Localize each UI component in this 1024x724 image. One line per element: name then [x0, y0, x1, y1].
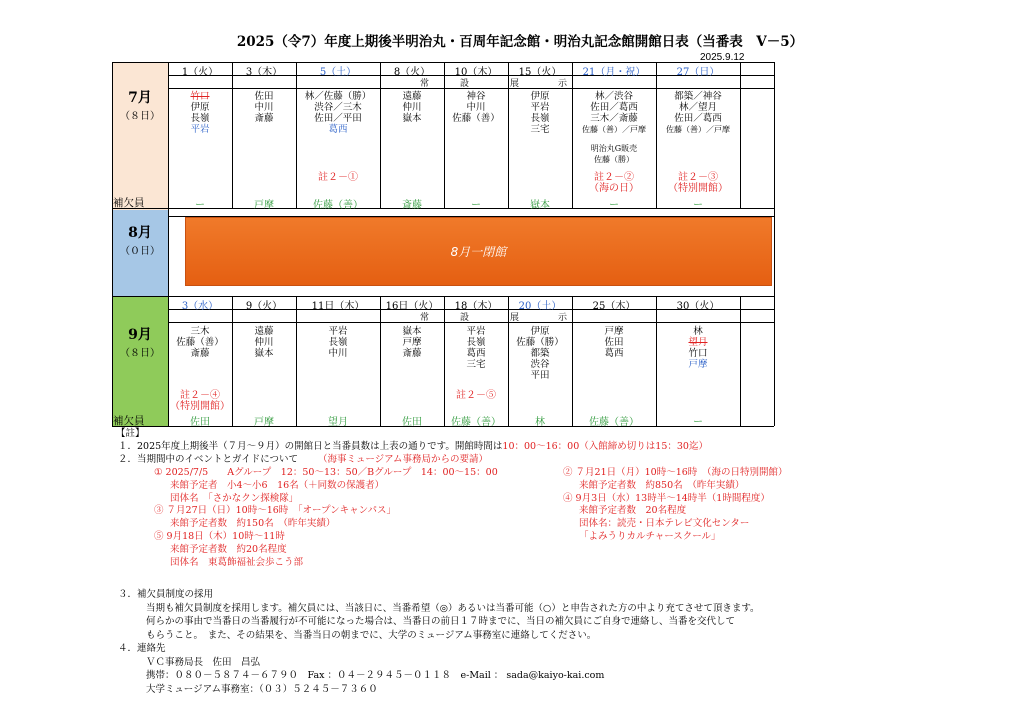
note-4	[118, 642, 604, 696]
note-text: もらうこと。 また、その結果を、当番当日の朝までに、大学のミュージアム事務室に連絡してください。	[146, 629, 597, 641]
exhibit-label: 設	[460, 313, 470, 323]
substitute-name: 佐藤（善）	[451, 417, 501, 428]
duty-cell	[232, 91, 296, 124]
member-name: 佐田／葛西	[674, 113, 722, 124]
member-name: 平岩	[190, 124, 210, 135]
member-name: 長嶺	[190, 113, 210, 124]
duty-cell	[508, 326, 572, 381]
exhibit-label: 示	[558, 79, 568, 89]
month-name: 8月	[128, 225, 152, 241]
month-label-august	[112, 222, 168, 257]
member-name: 嶽本	[402, 326, 422, 337]
member-name: 中川	[328, 348, 348, 359]
note-text: ３．補欠員制度の採用	[118, 589, 214, 600]
duty-cell	[572, 326, 656, 359]
member-name: 佐田／葛西	[590, 102, 638, 113]
grid-line	[168, 322, 774, 323]
substitute-name: 佐藤（善）	[313, 200, 363, 211]
member-name: 長嶺	[466, 337, 486, 348]
member-name: 長嶺	[530, 113, 550, 124]
substitute-name: ー	[471, 200, 481, 211]
substitute-label: 補欠員	[113, 197, 145, 209]
member-name: 竹口	[688, 348, 708, 359]
substitute-name: 林	[535, 417, 545, 428]
date-header: 18（木）	[454, 301, 498, 312]
duty-cell	[656, 91, 740, 135]
member-name: 平岩	[530, 102, 550, 113]
substitute-name: ー	[195, 200, 205, 211]
date-header: 3（水）	[181, 301, 219, 312]
member-name: 佐藤（善）	[452, 113, 500, 124]
duty-cell	[444, 326, 508, 370]
event-line: ① 2025/7/5 Aグループ 12：50～13：50／Bグループ 14：00～15：00	[154, 467, 498, 478]
member-name: 林／望月	[678, 102, 717, 113]
date-header: 15（火）	[518, 67, 562, 78]
date-header: 21（月・祝）	[582, 67, 646, 78]
events-left	[154, 467, 498, 569]
exhibit-label: 展	[510, 79, 520, 89]
grid-line	[296, 62, 297, 208]
exhibit-label: 常	[420, 313, 430, 323]
page-title: 2025（令7）年度上期後半明治丸・百周年記念館・明治丸記念館開館日表（当番表 V－5）	[236, 34, 804, 50]
member-name: 佐藤（勝）	[516, 337, 564, 348]
event-note	[656, 172, 740, 194]
event-note: 註２－⑤	[456, 390, 496, 401]
grid-line	[168, 88, 774, 89]
member-name: 林／渋谷	[594, 91, 633, 102]
member-name: 都築／神谷	[674, 91, 722, 102]
note-text: ２．当期間中のイベントとガイドについて	[118, 454, 299, 465]
month-label-july	[112, 75, 168, 122]
substitute-name: 戸摩	[254, 417, 274, 428]
grid-line	[380, 62, 381, 208]
substitute-name: 佐藤（善）	[589, 417, 639, 428]
member-name: 遠藤	[254, 326, 274, 337]
exhibit-label: 展	[510, 313, 520, 323]
member-name: 林／佐藤（勝）	[304, 91, 372, 102]
date-header: 30（火）	[676, 301, 720, 312]
member-name: 葛西	[466, 348, 486, 359]
member-name: 葛西	[328, 124, 348, 135]
grid-line	[232, 296, 233, 426]
member-name: 伊原	[190, 102, 210, 113]
member-name: 平岩	[466, 326, 486, 337]
grid-line	[296, 296, 297, 426]
note-1	[118, 441, 708, 454]
duty-cell	[380, 91, 444, 124]
contact-details: 携帯：０８０－５８７４－６７９０ Fax ：０４－２９４５－０１１８ e-Mail ： sada@kaiyo-kai.com	[146, 670, 605, 681]
date-header: 5（土）	[319, 67, 357, 78]
substitute-name: ー	[693, 417, 703, 428]
date-header: 10（木）	[454, 67, 498, 78]
date-header: 9（火）	[245, 301, 283, 312]
event-note-label: （特別開館）	[668, 183, 728, 194]
substitute-name: 佐田	[190, 417, 210, 428]
month-day-count: （８日）	[120, 348, 160, 359]
event-line: 来館予定者数 約20名程度	[170, 543, 287, 555]
events-right	[563, 467, 788, 544]
contact-office: 大学ミュージアム事務室：（０３）５２４５－７３６０	[146, 683, 378, 695]
note-highlight: 10：00～16：00（入館締め切りは15：30迄）	[502, 441, 708, 452]
note-highlight: （海事ミュージアム事務局からの要請）	[318, 454, 488, 465]
member-name: 神谷	[466, 91, 486, 102]
grid-line	[740, 296, 741, 426]
duty-cell	[380, 326, 444, 359]
member-name: 嶽本	[254, 348, 274, 359]
substitute-name: ー	[609, 200, 619, 211]
note-text: ４．連絡先	[118, 643, 166, 654]
substitute-label: 補欠員	[113, 415, 145, 427]
member-name: 中川	[254, 102, 274, 113]
exhibit-label: 常	[420, 79, 430, 89]
duty-cell	[232, 326, 296, 359]
member-name: 三木	[190, 326, 210, 337]
revision-date: 2025.9.12	[700, 52, 745, 63]
member-name: 三宅	[530, 124, 550, 135]
duty-cell	[444, 91, 508, 124]
event-line: 来館予定者数 約850名 （昨年実績）	[579, 479, 745, 491]
event-note-label: 註２－③	[678, 172, 718, 183]
member-name: 嶽本	[402, 113, 422, 124]
substitute-name: 戸摩	[254, 200, 274, 211]
member-name: 佐田	[604, 337, 624, 348]
member-name: 三木／斎藤	[590, 113, 638, 124]
member-name: 伊原	[530, 91, 550, 102]
member-name: 渋谷	[530, 359, 550, 370]
month-name: 9月	[128, 327, 152, 343]
duty-cell	[508, 91, 572, 135]
date-header: 11日（木）	[311, 301, 365, 312]
grid-line	[740, 62, 741, 208]
duty-cell	[296, 326, 380, 359]
member-name: 戸摩	[402, 337, 422, 348]
event-note	[572, 172, 656, 194]
grid-line	[380, 296, 381, 426]
member-name: 明治丸G販売	[590, 144, 638, 153]
event-note: 註２－①	[318, 172, 358, 183]
note-text: １．2025年度上期後半（７月～９月）の開館日と当番員数は上表の通りです。開館時間は	[118, 441, 503, 452]
exhibit-label: 示	[558, 313, 568, 323]
member-name: 竹口	[190, 91, 210, 102]
member-name: 仲川	[402, 102, 422, 113]
duty-cell	[168, 91, 232, 135]
note-3	[118, 588, 760, 642]
member-name: 望月	[688, 337, 708, 348]
duty-cell	[296, 91, 380, 135]
member-name: 佐田／平田	[314, 113, 362, 124]
date-header: 20（土）	[518, 301, 562, 312]
grid-line	[232, 62, 233, 208]
member-name: 戸摩	[688, 359, 708, 370]
event-note-label: 註２－④	[180, 390, 220, 401]
member-name: 佐藤（善）	[176, 337, 224, 348]
month-name: 7月	[128, 90, 152, 106]
date-header: 25（木）	[592, 301, 636, 312]
member-name: 斎藤	[190, 348, 210, 359]
grid-line	[508, 62, 509, 208]
substitute-name: 佐田	[402, 417, 422, 428]
duty-cell	[168, 326, 232, 359]
substitute-name: 斎藤	[402, 200, 422, 211]
member-name: 中川	[466, 102, 486, 113]
event-line: ⑤ 9月18日（木）10時～11時	[154, 530, 285, 542]
note-text: 当期も補欠員制度を採用します。補欠員には、当該日に、当番希望（◎）あるいは当番可能（○）と申告された方の中より充てさせて頂きます。	[146, 602, 760, 614]
substitute-name: ー	[693, 200, 703, 211]
member-name: 戸摩	[604, 326, 624, 337]
member-name: 三宅	[466, 359, 486, 370]
event-line: 来館予定者数 20名程度	[579, 505, 687, 517]
substitute-name: 嶽本	[530, 200, 550, 211]
member-name: 林	[693, 326, 703, 337]
member-name: 遠藤	[402, 91, 422, 102]
member-name: 斎藤	[254, 113, 274, 124]
event-line: 来館予定者 小4～小6 16名（＋同数の保護者）	[170, 479, 385, 491]
member-name: 渋谷／三木	[314, 102, 362, 113]
note-2	[118, 454, 488, 467]
member-name: 葛西	[604, 348, 624, 359]
contact-name: ＶＣ事務局長 佐田 昌弘	[146, 656, 261, 668]
member-name: 佐藤（善）／戸摩	[666, 125, 730, 134]
event-note-label: 註２－②	[594, 172, 634, 183]
member-name: 斎藤	[402, 348, 422, 359]
member-name: 佐藤（善）／戸摩	[582, 125, 646, 134]
date-header: 16日（火）	[385, 301, 439, 312]
member-name: 平岩	[328, 326, 348, 337]
month-day-count: （８日）	[120, 111, 160, 122]
event-line: ③ ７月27日（日）10時～16時 「オープンキャンパス」	[154, 505, 397, 517]
event-line: ④ 9月3日（水）13時半～14時半（1時間程度）	[563, 492, 770, 504]
grid-line	[444, 62, 445, 208]
duty-cell	[656, 326, 740, 370]
event-note	[168, 390, 232, 412]
member-name: 仲川	[254, 337, 274, 348]
note-text: 何らかの事由で当番日の当番履行が不可能になった場合は、当番日の前日１７時までに、当日の補欠員にご自身で連絡し、当番を交代して	[146, 616, 736, 627]
date-header: 1（火）	[181, 67, 219, 78]
notes-header: 【註】	[116, 428, 145, 439]
month-label-september	[112, 312, 168, 359]
month-day-count: （０日）	[120, 246, 160, 257]
member-name: 伊原	[530, 326, 550, 337]
date-header: 3（木）	[245, 67, 283, 78]
duty-cell	[572, 91, 656, 165]
member-name: 平田	[530, 370, 550, 381]
event-line: 来館予定者数 約150名 （昨年実績）	[170, 518, 336, 530]
august-closed-banner: 8月一閉館	[185, 217, 772, 286]
member-name: 長嶺	[328, 337, 348, 348]
event-line: 団体名 「さかなクン探検隊」	[170, 492, 299, 504]
exhibit-label: 設	[460, 79, 470, 89]
member-name: 佐田	[254, 91, 274, 102]
event-line: 「よみうりカルチャースクール」	[579, 530, 721, 542]
event-line: 団体名 東葛飾福祉会歩こう部	[170, 556, 304, 568]
member-name: 都築	[530, 348, 550, 359]
substitute-name: 望月	[328, 417, 348, 428]
date-header: 27（日）	[676, 67, 720, 78]
event-note-label: （海の日）	[589, 183, 639, 194]
grid-line	[774, 62, 775, 426]
event-line: ② ７月21日（月）10時～16時 （海の日特別開館）	[563, 467, 788, 478]
grid-line	[572, 296, 573, 426]
event-note-label: （特別開館）	[170, 401, 230, 412]
event-line: 団体名：読売・日本テレビ文化センター	[579, 518, 750, 530]
date-header: 8（火）	[393, 67, 431, 78]
member-name: 佐藤（勝）	[594, 155, 634, 164]
